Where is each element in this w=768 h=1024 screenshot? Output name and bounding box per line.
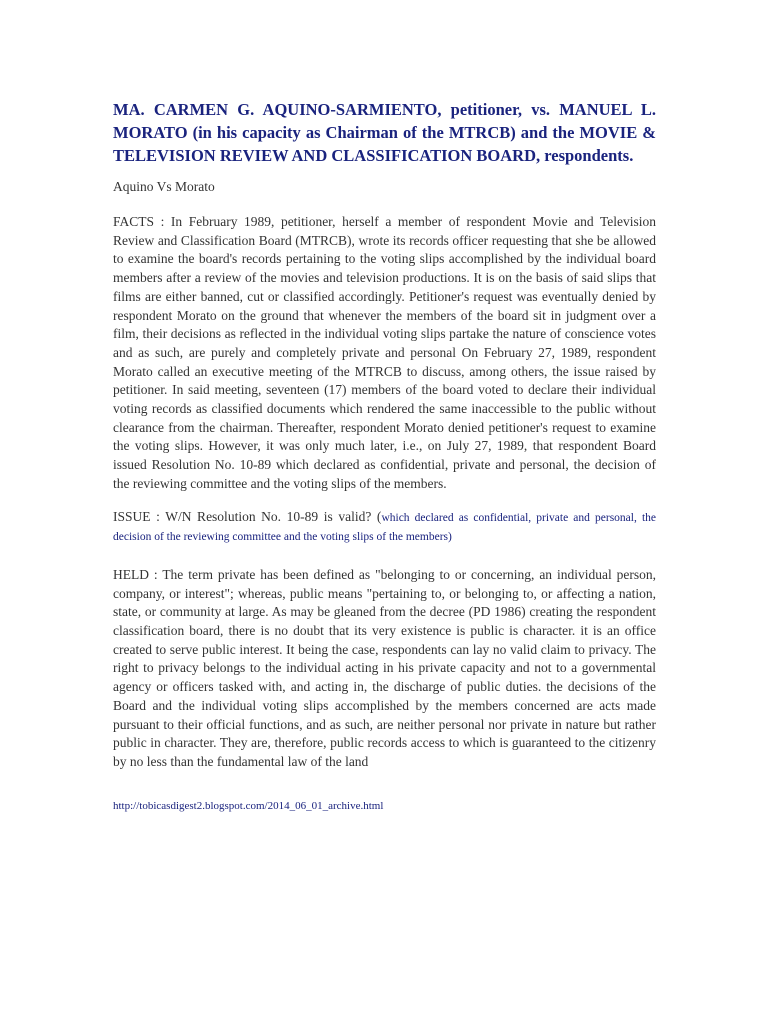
document-page (113, 98, 656, 814)
case-subtitle: Aquino Vs Morato (113, 179, 215, 194)
facts-paragraph: FACTS : In February 1989, petitioner, herself a member of respondent Movie and Television Review and Classification Board (MTRCB), wrote its records officer requesting that she be allowed to examine the board's records pertaining to the voting slips accomplished by the individual board members after a review of the movies and television productions. It is on the basis of said slips that films are either banned, cut or classified accordingly. Petitioner's request was eventually denied by respondent Morato on the ground that whenever the members of the board sit in judgment over a film, their decisions as reflected in the individual voting slips partake the nature of conscience votes and as such, are purely and completely private and personal On February 27, 1989, respondent Morato called an executive meeting of the MTRCB to discuss, among others, the issue raised by petitioner. In said meeting, seventeen (17) members of the board voted to declare their individual voting records as classified documents which rendered the same inaccessible to the public without clearance from the chairman. Thereafter, respondent Morato denied petitioner's request to examine the voting slips. However, it was only much later, i.e., on July 27, 1989, that respondent Board issued Resolution No. 10-89 which declared as confidential, private and personal, the decision of the reviewing committee and the voting slips of the members. (113, 214, 656, 491)
issue-paragraph (113, 508, 656, 547)
case-title: MA. CARMEN G. AQUINO-SARMIENTO, petitioner, vs. MANUEL L. MORATO (in his capacity as Chairman of the MTRCB) and the MOVIE & TELEVISION REVIEW AND CLASSIFICATION BOARD, respondents. (113, 100, 656, 165)
issue-note: which declared as confidential, private and personal, the decision of the reviewing committee and the voting slips of the members) (113, 511, 656, 544)
issue-question: ISSUE : W/N Resolution No. 10-89 is valid? ( (113, 508, 382, 524)
held-paragraph: HELD : The term private has been defined as "belonging to or concerning, an individual person, company, or interest"; whereas, public means "pertaining to, or belonging to, or affecting a nation, state, or community at large. As may be gleaned from the decree (PD 1986) creating the respondent classification board, there is no doubt that its very existence is public is character. it is an office created to serve public interest. It being the case, respondents can lay no valid claim to privacy. The right to privacy belongs to the individual acting in his private capacity and not to a governmental agency or officers tasked with, and acting in, the discharge of public duties. the decisions of the Board and the individual voting slips accomplished by the members concerned are acts made pursuant to their official functions, and as such, are neither personal nor private in nature but rather public in character. They are, therefore, public records access to which is guaranteed to the citizenry by no less than the fundamental law of the land (113, 566, 656, 769)
source-link[interactable]: http://tobicasdigest2.blogspot.com/2014_06_01_archive.html (113, 799, 384, 812)
